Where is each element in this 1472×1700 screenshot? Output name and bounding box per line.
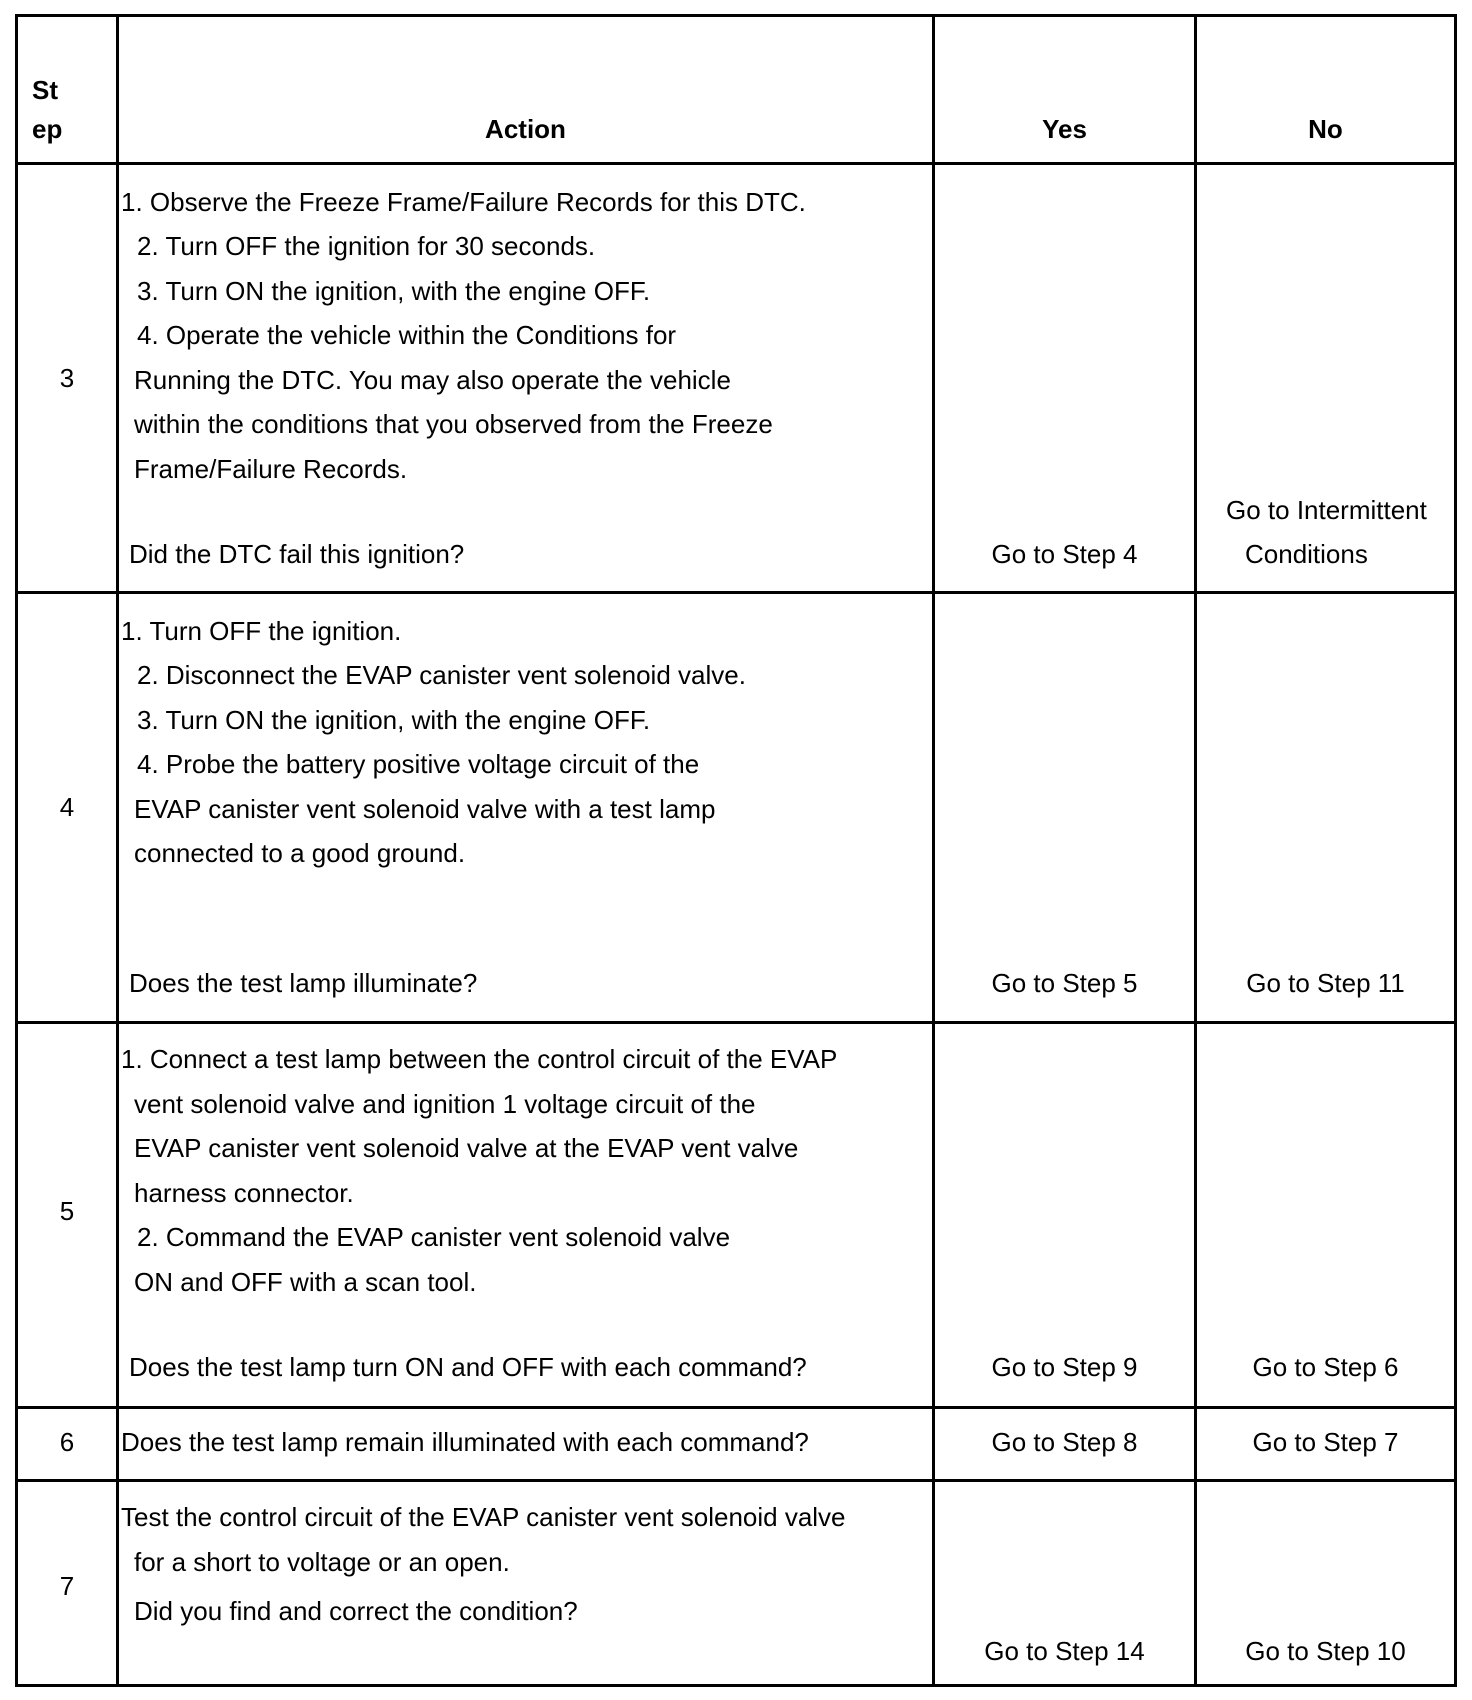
action-line: 4. Probe the battery positive voltage circuit of the (137, 749, 700, 779)
action-line: harness connector. (134, 1178, 354, 1208)
step-number: 5 (59, 1196, 75, 1226)
action-line: 1. Turn OFF the ignition. (121, 616, 402, 646)
action-line: 3. Turn ON the ignition, with the engine OFF. (137, 276, 651, 306)
border-right (1454, 14, 1457, 1687)
yes-result: Go to Step 9 (991, 1352, 1138, 1382)
action-line: Frame/Failure Records. (134, 454, 408, 484)
action-question: Does the test lamp turn ON and OFF with each command? (129, 1352, 807, 1382)
action-line: 3. Turn ON the ignition, with the engine OFF. (137, 705, 651, 735)
step-number: 4 (59, 792, 75, 822)
action-line: within the conditions that you observed from the Freeze (134, 409, 773, 439)
action-line: EVAP canister vent solenoid valve at the EVAP vent valve (134, 1133, 799, 1163)
no-result: Go to Step 6 (1252, 1352, 1399, 1382)
row-divider-header (15, 162, 1457, 165)
action-line: Test the control circuit of the EVAP canister vent solenoid valve (121, 1502, 846, 1532)
action-line: 4. Operate the vehicle within the Conditions for (137, 320, 677, 350)
header-yes: Yes (1042, 114, 1087, 144)
action-line: 2. Disconnect the EVAP canister vent solenoid valve. (137, 660, 746, 690)
no-result: Go to Intermittent (1226, 495, 1427, 525)
border-bottom (15, 1684, 1457, 1687)
action-line: vent solenoid valve and ignition 1 voltage circuit of the (134, 1089, 756, 1119)
action-line: EVAP canister vent solenoid valve with a test lamp (134, 794, 716, 824)
row-divider-3 (15, 591, 1457, 594)
header-step-line1: St (32, 75, 58, 105)
action-line: 2. Command the EVAP canister vent solenoid valve (137, 1222, 731, 1252)
action-question: Did the DTC fail this ignition? (129, 539, 465, 569)
col-divider-step (116, 14, 119, 1687)
action-question: Did you find and correct the condition? (134, 1596, 578, 1626)
border-top (15, 14, 1457, 17)
action-line: 1. Observe the Freeze Frame/Failure Records for this DTC. (121, 187, 806, 217)
header-no: No (1308, 114, 1343, 144)
yes-result: Go to Step 4 (991, 539, 1138, 569)
header-action: Action (485, 114, 566, 144)
action-line: Running the DTC. You may also operate the vehicle (134, 365, 731, 395)
header-step-line2: ep (32, 114, 63, 144)
action-line: ON and OFF with a scan tool. (134, 1267, 477, 1297)
yes-result: Go to Step 14 (984, 1636, 1145, 1666)
action-line: for a short to voltage or an open. (134, 1547, 510, 1577)
step-number: 7 (59, 1571, 75, 1601)
step-number: 6 (59, 1427, 75, 1457)
no-result: Go to Step 7 (1252, 1427, 1399, 1457)
no-result: Conditions (1245, 539, 1368, 569)
yes-result: Go to Step 8 (991, 1427, 1138, 1457)
no-result: Go to Step 10 (1245, 1636, 1406, 1666)
row-divider-6 (15, 1479, 1457, 1482)
action-line: connected to a good ground. (134, 838, 466, 868)
action-line: 1. Connect a test lamp between the control circuit of the EVAP (121, 1044, 838, 1074)
row-divider-4 (15, 1021, 1457, 1024)
row-divider-5 (15, 1406, 1457, 1409)
action-question: Does the test lamp remain illuminated with each command? (121, 1427, 809, 1457)
step-number: 3 (59, 363, 75, 393)
action-line: 2. Turn OFF the ignition for 30 seconds. (137, 231, 596, 261)
no-result: Go to Step 11 (1246, 968, 1405, 998)
action-question: Does the test lamp illuminate? (129, 968, 478, 998)
yes-result: Go to Step 5 (991, 968, 1138, 998)
